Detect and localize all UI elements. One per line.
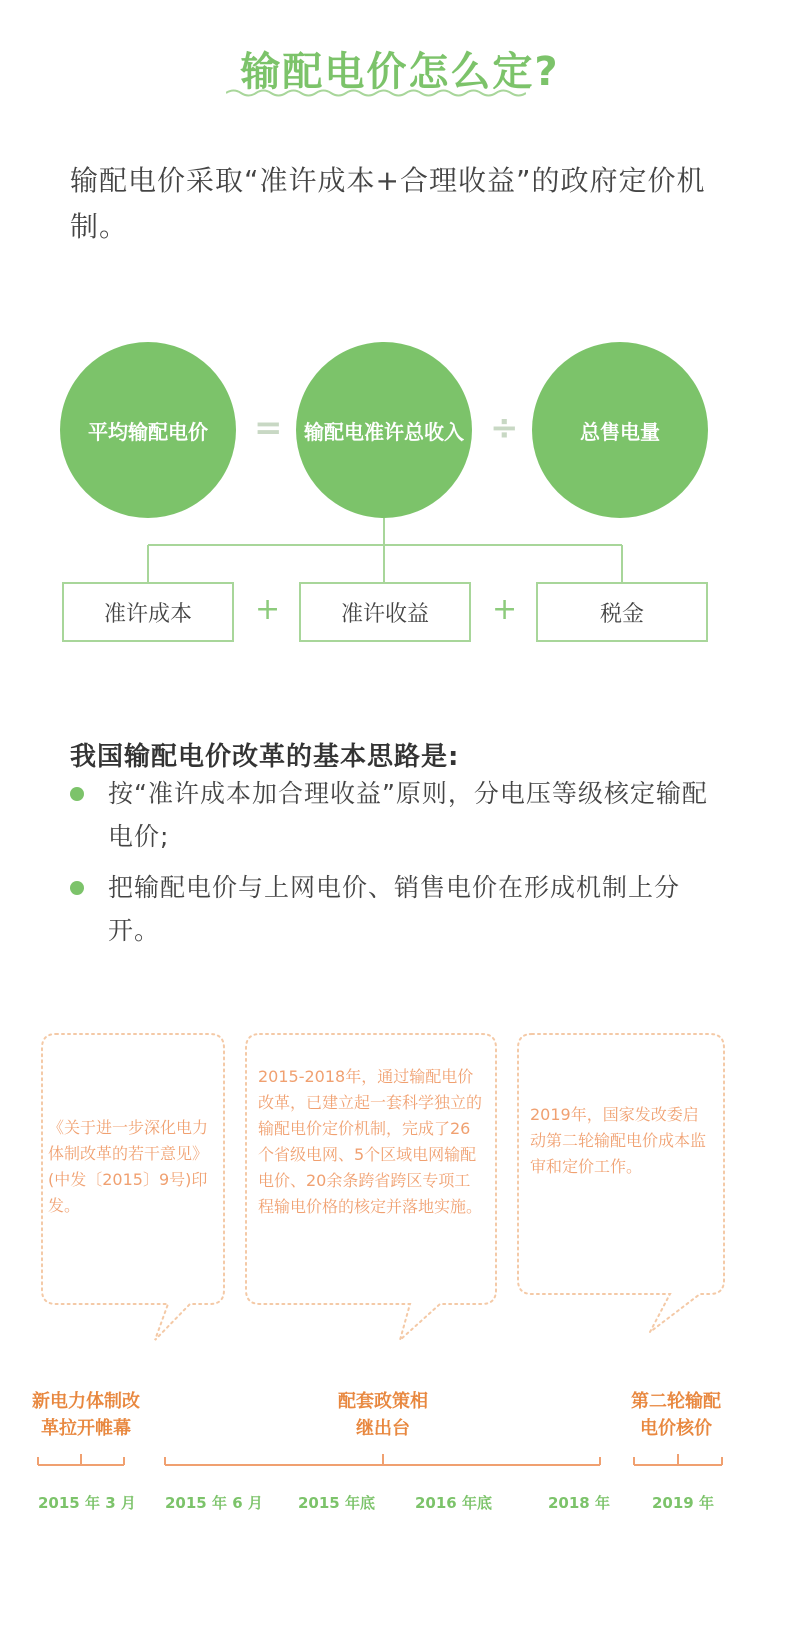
- bullet-dot-icon: [70, 787, 84, 801]
- bubble-text-3: 2019年，国家发改委启动第二轮输配电价成本监审和定价工作。: [530, 1105, 707, 1176]
- principles-heading: 我国输配电价改革的基本思路是:: [70, 742, 460, 772]
- plus-sign-2: +: [492, 592, 518, 627]
- divide-sign: ÷: [490, 408, 519, 448]
- principle-text: 按“准许成本加合理收益”原则，分电压等级核定输配电价;: [108, 779, 708, 851]
- circle-total-revenue: 输配电准许总收入: [296, 342, 472, 518]
- date-label: 2015 年底: [298, 1494, 375, 1512]
- intro-paragraph: 输配电价采取“准许成本+合理收益”的政府定价机制。: [70, 164, 706, 243]
- box-allowed-return: 准许收益: [299, 582, 471, 642]
- phase-label-2: 配套政策相继出台: [338, 1391, 428, 1439]
- date-label: 2015 年 3 月: [38, 1494, 136, 1512]
- date-label: 2018 年: [548, 1494, 610, 1512]
- principle-item: [70, 866, 730, 956]
- circle-average-price: 平均输配电价: [60, 342, 236, 518]
- box-allowed-cost: 准许成本: [62, 582, 234, 642]
- bullet-dot-icon: [70, 881, 84, 895]
- timeline-axis: [0, 1440, 800, 1480]
- bubble-text-2: 2015-2018年，通过输配电价改革，已建立起一套科学独立的输配电价定价机制，完成了26个省级电网、5个区域电网输配电价、20余条跨省跨区专项工程输电价格的核定并落地实施。: [258, 1067, 483, 1216]
- phase-label-1: 新电力体制改革拉开帷幕: [32, 1391, 140, 1439]
- date-label: 2019 年: [652, 1494, 714, 1512]
- date-label: 2015 年 6 月: [165, 1494, 263, 1512]
- box-tax: 税金: [536, 582, 708, 642]
- principle-text: 把输配电价与上网电价、销售电价在形成机制上分开。: [108, 873, 681, 945]
- circle-total-sales: 总售电量: [532, 342, 708, 518]
- bubble-text-1: 《关于进一步深化电力体制改革的若干意见》(中发〔2015〕9号)印发。: [48, 1118, 209, 1215]
- phase-label-3: 第二轮输配电价核价: [631, 1391, 721, 1439]
- page-title: 输配电价怎么定?: [240, 49, 560, 95]
- plus-sign-1: +: [255, 592, 281, 627]
- equals-sign: =: [254, 408, 283, 448]
- principle-item: [70, 772, 730, 862]
- date-label: 2016 年底: [415, 1494, 492, 1512]
